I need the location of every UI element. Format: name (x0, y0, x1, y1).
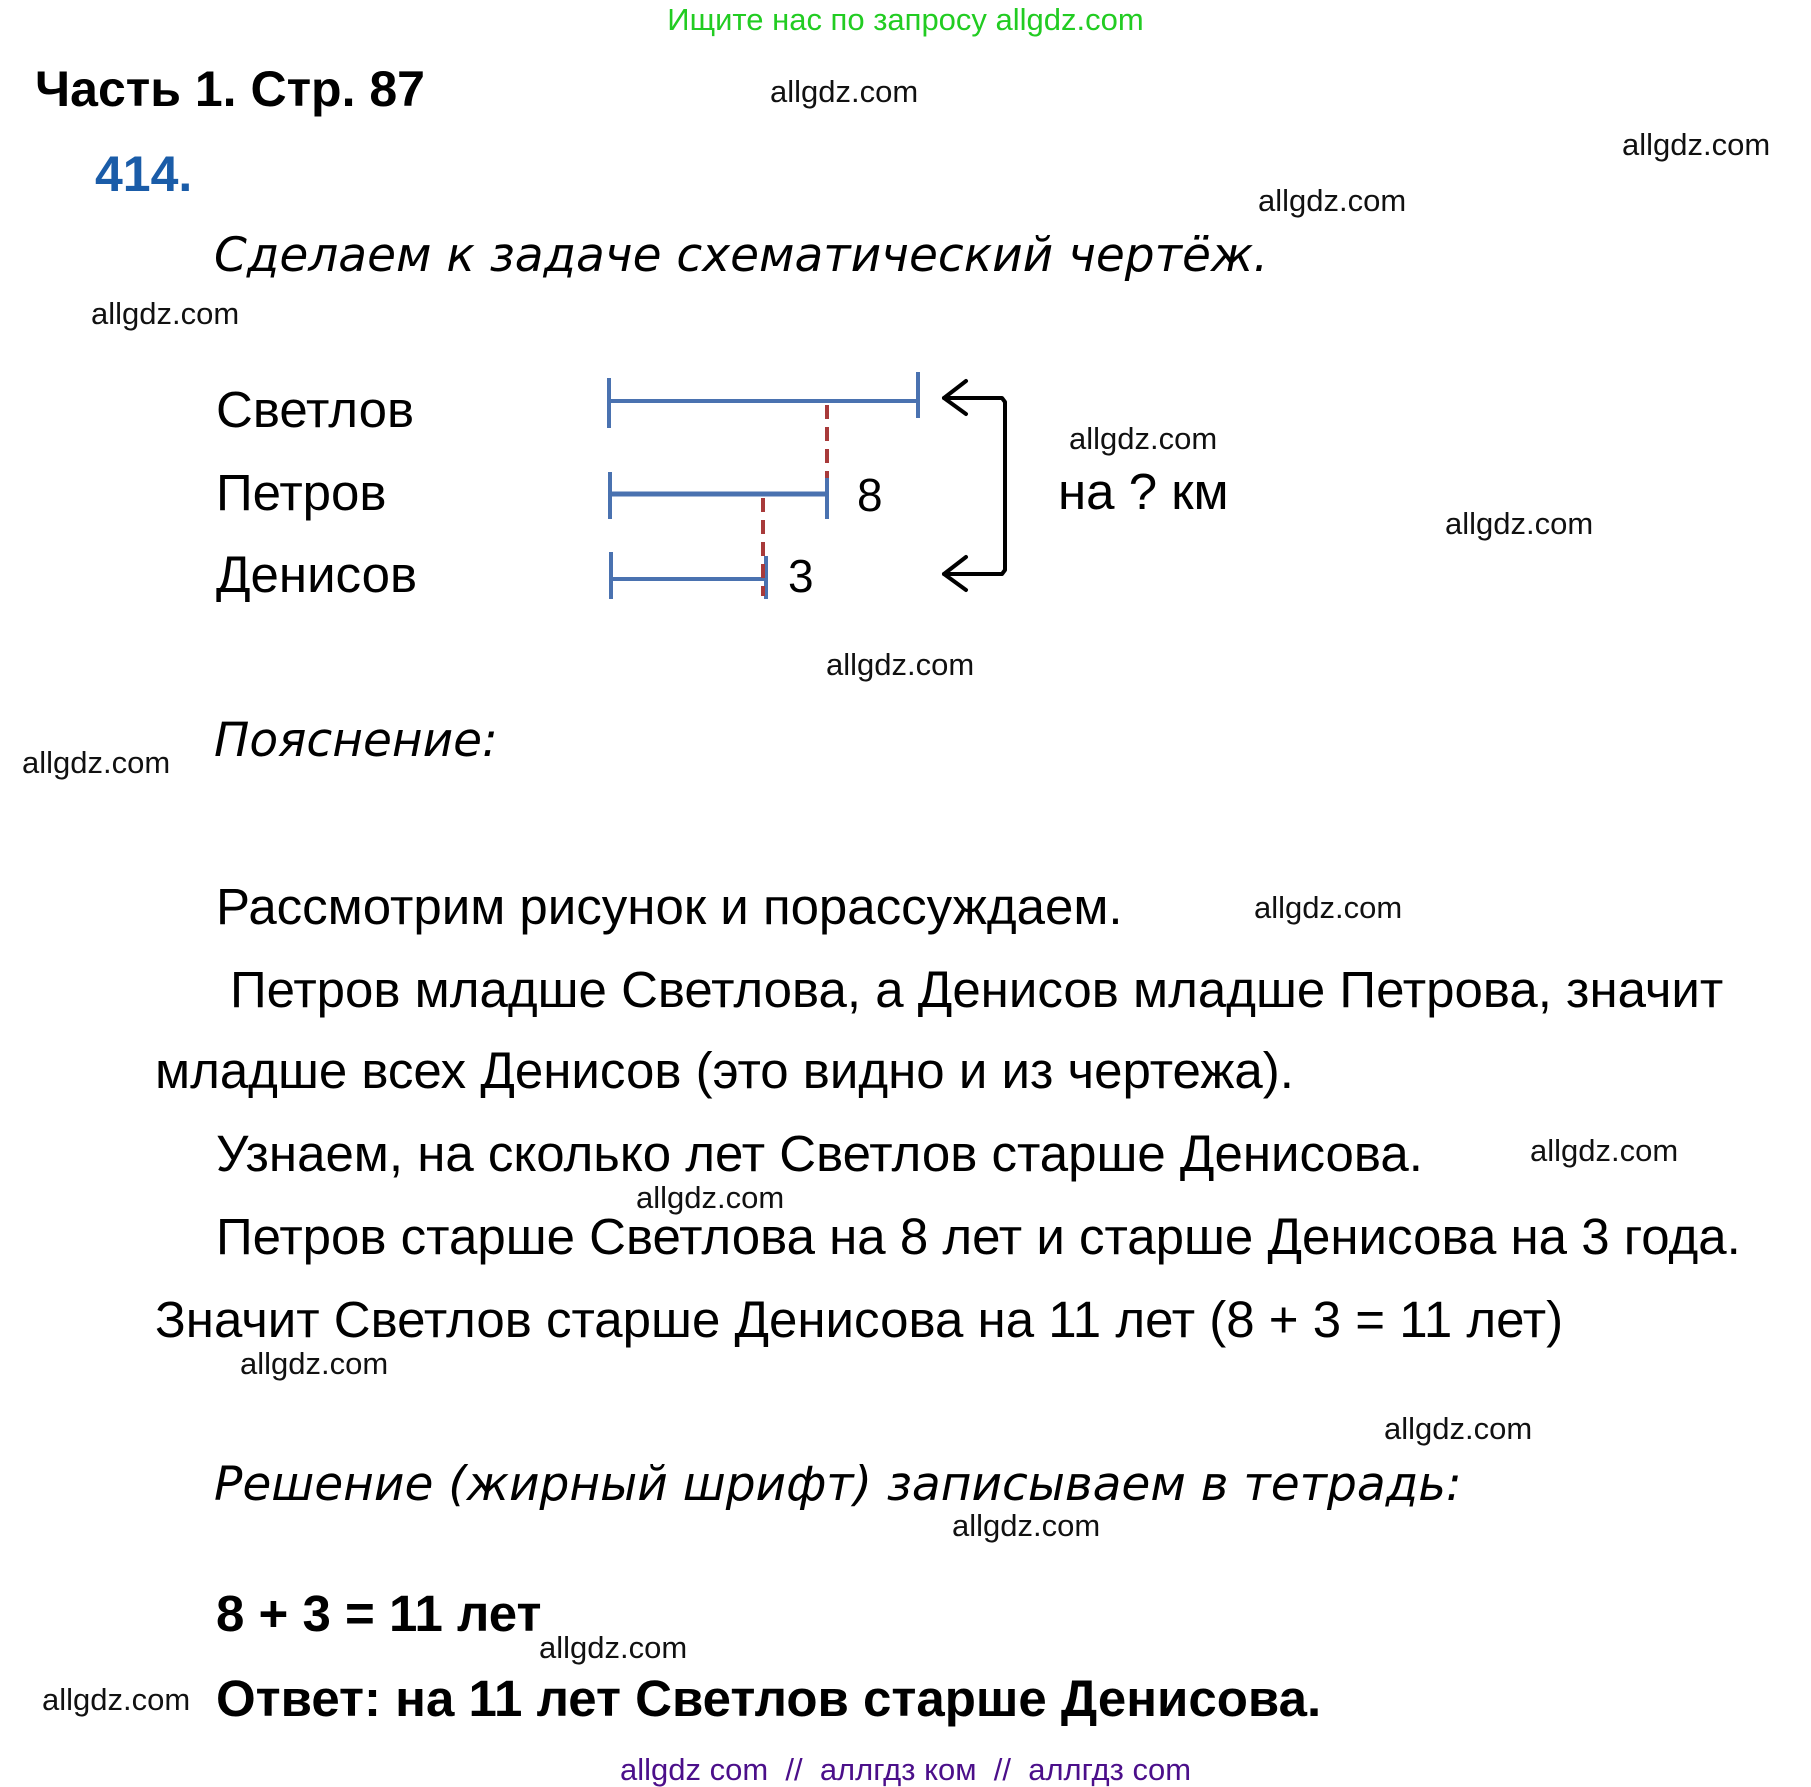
watermark: allgdz.com (1445, 506, 1594, 541)
explanation-line: Петров старше Светлова на 8 лет и старше Денисова на 3 года. (216, 1208, 1741, 1265)
watermark: allgdz.com (240, 1346, 389, 1381)
watermark: allgdz.com (1069, 421, 1218, 456)
explanation-line: Рассмотрим рисунок и порассуждаем. (216, 878, 1123, 935)
explanation-line: Петров младше Светлова, а Денисов младше Петрова, значит (230, 961, 1724, 1018)
watermark: allgdz.com (826, 647, 975, 682)
difference-label-8: 8 (857, 469, 883, 521)
watermark: allgdz.com (539, 1630, 688, 1665)
watermark: allgdz.com (1258, 183, 1407, 218)
task-number: 414. (95, 146, 193, 202)
intro-text: Сделаем к задаче схематический чертёж. (214, 228, 1269, 283)
watermark: allgdz.com (770, 74, 919, 109)
watermark: allgdz.com (636, 1180, 785, 1215)
watermark: allgdz.com (91, 296, 240, 331)
difference-label-3: 3 (788, 550, 814, 602)
explanation-heading: Пояснение: (214, 713, 498, 768)
watermark: allgdz.com (1530, 1133, 1679, 1168)
explanation-line: младше всех Денисов (это видно и из чертежа). (155, 1042, 1294, 1099)
diagram-label-svetlov: Светлов (216, 381, 415, 438)
footer-links[interactable]: allgdz com // аллгдз ком // аллгдз com (619, 1752, 1192, 1787)
answer-text: Ответ: на 11 лет Светлов старше Денисова. (216, 1670, 1322, 1727)
watermark: allgdz.com (1622, 127, 1771, 162)
watermark: allgdz.com (1384, 1411, 1533, 1446)
watermark: allgdz.com (952, 1508, 1101, 1543)
diagram-label-denisov: Денисов (216, 546, 418, 603)
solution-equation: 8 + 3 = 11 лет (216, 1585, 542, 1642)
question-label: на ? км (1058, 463, 1229, 520)
explanation-line: Узнаем, на сколько лет Светлов старше Денисова. (216, 1125, 1423, 1182)
diagram-label-petrov: Петров (216, 464, 387, 521)
explanation-line: Значит Светлов старше Денисова на 11 лет (8 + 3 = 11 лет) (155, 1291, 1564, 1348)
solution-heading: Решение (жирный шрифт) записываем в тетрадь: (214, 1457, 1462, 1512)
watermark: allgdz.com (42, 1682, 191, 1717)
watermark: allgdz.com (22, 745, 171, 780)
search-hint: Ищите нас по запросу allgdz.com (667, 2, 1144, 37)
page-title: Часть 1. Стр. 87 (35, 61, 425, 117)
watermark: allgdz.com (1254, 890, 1403, 925)
